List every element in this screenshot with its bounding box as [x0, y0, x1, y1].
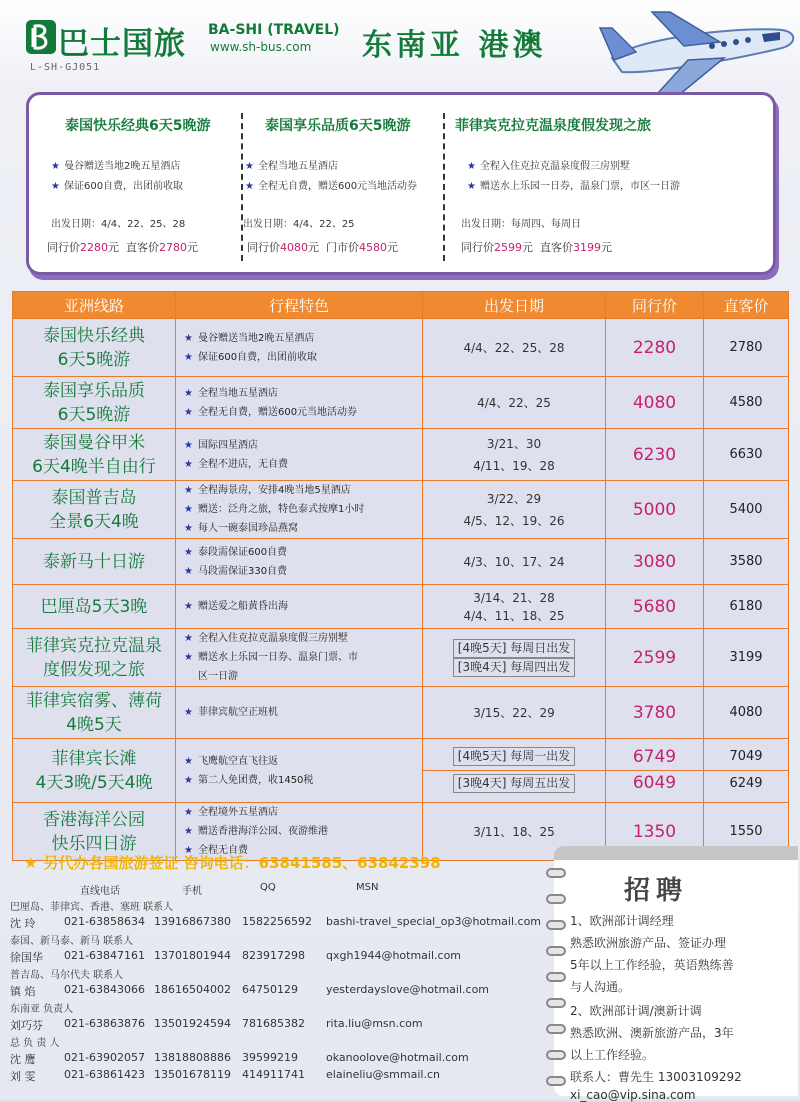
- route-line: 香港海洋公园: [43, 809, 145, 830]
- contact-qq[interactable]: 781685382: [242, 1017, 305, 1030]
- binder-ring: [546, 1024, 566, 1034]
- brand-name-en: BA-SHI (TRAVEL): [208, 22, 340, 38]
- feature-line: ★ 菲律宾航空正班机: [184, 707, 278, 718]
- agent-price: 1350: [632, 821, 677, 842]
- header-cell: 同行价: [606, 292, 704, 319]
- contact-name: 刘 雯: [10, 1070, 36, 1083]
- route-line: 泰国曼谷甲米: [43, 432, 145, 453]
- route-line: 6天5晚游: [57, 349, 131, 370]
- agent-price-cell: [606, 539, 704, 585]
- date-line: 4/5、12、19、26: [463, 513, 565, 528]
- direct-price: 6180: [729, 599, 763, 614]
- featured-tour-title: 菲律宾克拉克温泉度假发现之旅: [455, 118, 651, 134]
- agent-price-cell: [606, 429, 704, 481]
- direct-price: 3199: [729, 650, 763, 665]
- route-line: 菲律宾长滩: [51, 748, 137, 769]
- contact-msn[interactable]: rita.liu@msn.com: [326, 1017, 423, 1030]
- dates-cell: [423, 687, 606, 739]
- star-icon: ★: [184, 652, 193, 663]
- feature-line: ★ 全程海景房，安排4晚当地5星酒店: [184, 485, 351, 496]
- contact-name: 沈 鹰: [10, 1053, 36, 1066]
- contact-qq[interactable]: 414911741: [242, 1068, 305, 1081]
- featured-bullet: ★ 全程入住克拉克温泉度假三房别墅: [467, 161, 630, 172]
- star-icon: ★: [184, 523, 193, 534]
- contact-phone[interactable]: 021-63858634: [64, 915, 145, 928]
- binder-ring: [546, 920, 566, 930]
- route-cell: [13, 585, 176, 629]
- contact-mobile[interactable]: 13916867380: [154, 915, 231, 928]
- agent-price: 5680: [632, 596, 677, 617]
- feature-line: ★ 赠送水上乐园一日券、温泉门票、市: [184, 652, 358, 663]
- contact-name: 沈 玲: [10, 917, 36, 930]
- route-cell: [13, 629, 176, 687]
- recruit-line: 熟悉欧洲、澳新旅游产品，3年: [570, 1026, 734, 1040]
- star-icon: ★: [184, 458, 193, 470]
- route-line: 巴厘岛5天3晚: [40, 596, 148, 617]
- agent-price-cell: [606, 481, 704, 539]
- agent-price-cell: [606, 585, 704, 629]
- date-option: [3晚4天] 每周五出发: [453, 774, 575, 793]
- contact-mobile[interactable]: 18616504002: [154, 983, 231, 996]
- contact-mobile[interactable]: 13818808886: [154, 1051, 231, 1064]
- feature-line: ★ 保证600自费，出团前收取: [184, 351, 318, 363]
- route-cell: [13, 481, 176, 539]
- direct-price-cell: [704, 539, 789, 585]
- recruit-contact: 联系人：曹先生 13003109292: [570, 1070, 742, 1084]
- contact-header: QQ: [260, 882, 276, 893]
- features-cell: [176, 585, 423, 629]
- visa-text: 另代办各国旅游签证 咨询电话：63841585、63842398: [43, 854, 441, 872]
- header-cell: 行程特色: [176, 292, 423, 319]
- contact-msn[interactable]: okanoolove@hotmail.com: [326, 1051, 469, 1064]
- dates-cell: [423, 739, 606, 803]
- binder-ring: [546, 868, 566, 878]
- date-option: [4晚5天] 每周一出发: [453, 747, 575, 766]
- recruitment-notepad: [554, 846, 798, 1102]
- table-row[interactable]: [13, 319, 789, 377]
- route-cell: [13, 319, 176, 377]
- table-row[interactable]: [13, 429, 789, 481]
- date-option: [4晚5天] 每周日出发: [453, 639, 575, 658]
- table-row[interactable]: [13, 687, 789, 739]
- featured-price: 同行价4080元 门市价4580元: [247, 241, 398, 254]
- table-body: [13, 319, 789, 861]
- star-icon: ★: [184, 546, 193, 558]
- agent-price-cell: [606, 629, 704, 687]
- contact-header: 手机: [182, 886, 202, 897]
- route-line: 泰新马十日游: [43, 551, 145, 572]
- feature-line: ★ 全程不进店，无自费: [184, 458, 288, 470]
- featured-price: 同行价2280元 直客价2780元: [47, 241, 198, 254]
- route-line: 6天5晚游: [57, 404, 131, 425]
- star-icon: ★: [184, 826, 193, 837]
- contact-msn[interactable]: elaineliu@smmail.cn: [326, 1068, 440, 1081]
- contact-mobile[interactable]: 13501678119: [154, 1068, 231, 1081]
- route-line: 菲律宾宿雾、薄荷: [26, 690, 162, 711]
- agent-price-cell: [606, 739, 704, 803]
- direct-price: 4080: [729, 705, 763, 720]
- direct-price-cell: [704, 739, 789, 803]
- route-line: 全景6天4晚: [49, 511, 139, 532]
- contact-group-label: 普吉岛、马尔代夫 联系人: [10, 970, 124, 981]
- route-cell: [13, 377, 176, 429]
- direct-price: 1550: [729, 824, 763, 839]
- contact-group-label: 总 负 责 人: [10, 1038, 60, 1049]
- featured-tour[interactable]: [47, 95, 247, 272]
- visa-notice: [24, 852, 441, 873]
- contact-name: 刘巧芬: [10, 1019, 43, 1032]
- direct-price: 2780: [729, 340, 763, 355]
- features-cell: [176, 429, 423, 481]
- dates-cell: [423, 377, 606, 429]
- binder-ring: [546, 946, 566, 956]
- table-row[interactable]: [13, 739, 789, 803]
- star-icon: ★: [184, 565, 193, 577]
- route-cell: [13, 687, 176, 739]
- route-line: 菲律宾克拉克温泉: [26, 635, 162, 656]
- recruit-title: 招聘: [624, 876, 689, 906]
- featured-bullet: ★ 全程无自费，赠送600元当地活动券: [245, 181, 418, 192]
- feature-line: ★ 全程当地五星酒店: [184, 387, 278, 399]
- recruit-line: 2、欧洲部计调/澳新计调: [570, 1004, 702, 1018]
- contact-msn[interactable]: yesterdayslove@hotmail.com: [326, 983, 490, 996]
- agent-price-cell: [606, 687, 704, 739]
- star-icon: ★: [184, 406, 193, 418]
- table-row[interactable]: [13, 481, 789, 539]
- contact-qq[interactable]: 39599219: [242, 1051, 298, 1064]
- feature-line: ★ 第二人免团费，收1450税: [184, 774, 314, 786]
- featured-tour-title: 泰国快乐经典6天5晚游: [65, 118, 211, 134]
- catalog-code: L-SH-GJ051: [30, 62, 101, 73]
- features-cell: [176, 481, 423, 539]
- agent-price: 3780: [632, 702, 677, 723]
- contact-phone[interactable]: 021-63863876: [64, 1017, 145, 1030]
- route-line: 泰国快乐经典: [43, 325, 145, 346]
- recruit-line: 以上工作经验。: [570, 1048, 655, 1062]
- table-row[interactable]: [13, 377, 789, 429]
- binder-ring: [546, 1076, 566, 1086]
- brand-logo-icon: [26, 20, 56, 54]
- contact-name: 镇 焰: [10, 985, 36, 998]
- direct-price-cell: [704, 319, 789, 377]
- features-cell: [176, 629, 423, 687]
- contact-phone[interactable]: 021-63902057: [64, 1051, 145, 1064]
- date-option: [3晚4天] 每周四出发: [453, 658, 575, 677]
- star-icon: ★: [184, 755, 193, 767]
- route-line: 泰国普吉岛: [51, 487, 137, 508]
- recruit-line: 1、欧洲部计调经理: [570, 914, 674, 928]
- agent-price: 2280: [632, 337, 677, 358]
- direct-price-cell: [704, 629, 789, 687]
- contact-qq[interactable]: 1582256592: [242, 915, 312, 928]
- dates-cell: [423, 319, 606, 377]
- binder-ring: [546, 972, 566, 982]
- contact-mobile[interactable]: 13501924594: [154, 1017, 231, 1030]
- featured-bullet: ★ 赠送水上乐园一日券，温泉门票，市区一日游: [467, 181, 680, 192]
- binder-ring: [546, 1050, 566, 1060]
- feature-line: ★ 全程无自费: [184, 845, 248, 856]
- dates-cell: [423, 629, 606, 687]
- date-line: 4/4、22、25: [477, 395, 551, 410]
- route-line: 快乐四日游: [51, 833, 137, 854]
- star-icon: ★: [184, 633, 193, 644]
- header-cell: 出发日期: [423, 292, 606, 319]
- contact-phone[interactable]: 021-63847161: [64, 949, 145, 962]
- route-cell: [13, 539, 176, 585]
- agent-price: 3080: [632, 551, 677, 572]
- contact-mobile[interactable]: 13701801944: [154, 949, 231, 962]
- header-cell: 直客价: [704, 292, 789, 319]
- feature-line: ★ 赠送爱之船黄昏出海: [184, 601, 288, 612]
- date-line: 3/22、29: [486, 491, 542, 506]
- binder-ring: [546, 894, 566, 904]
- brand-url[interactable]: www.sh-bus.com: [210, 40, 312, 54]
- dates-cell: [423, 429, 606, 481]
- agent-price-cell: [606, 377, 704, 429]
- star-icon: ★: [184, 845, 193, 856]
- contact-phone[interactable]: 021-63861423: [64, 1068, 145, 1081]
- direct-price: 7049: [729, 749, 763, 764]
- route-table: [12, 291, 789, 861]
- route-line: 4晚5天: [66, 714, 122, 735]
- route-line: 泰国享乐品质: [43, 380, 145, 401]
- agent-price: 6049: [606, 770, 703, 796]
- direct-price: 3580: [729, 554, 763, 569]
- dates-cell: [423, 539, 606, 585]
- star-icon: ★: [184, 387, 193, 399]
- agent-price: 2599: [632, 647, 677, 668]
- features-cell: [176, 687, 423, 739]
- route-line: 6天4晚半自由行: [32, 456, 156, 477]
- direct-price: 6249: [704, 770, 788, 796]
- brand-name-cn: 巴士国旅: [58, 26, 186, 62]
- featured-tour-title: 泰国享乐品质6天5晚游: [265, 118, 411, 134]
- star-icon: ★: [184, 807, 193, 818]
- route-line: 4天3晚/5天4晚: [35, 772, 153, 793]
- features-cell: [176, 739, 423, 803]
- direct-price-cell: [704, 585, 789, 629]
- recruit-email[interactable]: xi_cao@vip.sina.com: [570, 1088, 696, 1102]
- recruit-line: 与人沟通。: [570, 980, 631, 994]
- table-header: [13, 292, 789, 319]
- direct-price-cell: [704, 429, 789, 481]
- date-line: 4/4、11、18、25: [463, 608, 565, 623]
- featured-bullet: ★ 全程当地五星酒店: [245, 161, 338, 172]
- agent-price: 6749: [632, 746, 677, 767]
- contact-header: MSN: [356, 882, 379, 893]
- direct-price: 5400: [729, 502, 763, 517]
- contact-group-label: 巴厘岛、菲律宾、香港、塞班 联系人: [10, 902, 174, 913]
- contact-msn[interactable]: bashi-travel_special_op3@hotmail.com: [326, 915, 542, 928]
- star-icon: ★: [184, 774, 193, 786]
- featured-price: 同行价2599元 直客价3199元: [461, 241, 612, 254]
- features-cell: [176, 539, 423, 585]
- features-cell: [176, 319, 423, 377]
- direct-price-cell: [704, 687, 789, 739]
- contact-msn[interactable]: qxgh1944@hotmail.com: [326, 949, 462, 962]
- star-icon: ★: [184, 439, 193, 451]
- date-line: 3/11、18、25: [473, 824, 555, 839]
- featured-tours-card: [26, 92, 776, 275]
- date-line: 4/11、19、28: [473, 458, 555, 473]
- featured-dates: 出发日期：4/4、22、25、28: [51, 219, 186, 230]
- contact-header: 直线电话: [80, 886, 120, 897]
- direct-price-cell: [704, 377, 789, 429]
- featured-tour[interactable]: [243, 95, 453, 272]
- feature-line: ★ 飞鹰航空直飞往返: [184, 755, 278, 767]
- star-icon: ★: [184, 485, 193, 496]
- contact-phone[interactable]: 021-63843066: [64, 983, 145, 996]
- dates-cell: [423, 481, 606, 539]
- star-icon: ★: [24, 854, 38, 872]
- table-row[interactable]: [13, 585, 789, 629]
- region-title: 东南亚 港澳: [362, 28, 547, 63]
- date-line: 4/4、22、25、28: [463, 340, 565, 355]
- agent-price: 4080: [632, 392, 677, 413]
- direct-price-cell: [704, 481, 789, 539]
- featured-dates: 出发日期：每周四、每周日: [461, 219, 581, 230]
- direct-price: 4580: [729, 395, 763, 410]
- feature-line: ★ 泰段需保证600自费: [184, 546, 288, 558]
- date-line: 3/15、22、29: [473, 705, 555, 720]
- feature-line: ★ 赠送：泛舟之旅，特色泰式按摩1小时: [184, 504, 365, 515]
- route-cell: [13, 739, 176, 803]
- dates-cell: [423, 585, 606, 629]
- agent-price-cell: [606, 319, 704, 377]
- agent-price: 6230: [632, 444, 677, 465]
- direct-price: 6630: [729, 447, 763, 462]
- contact-group-label: 东南亚 负责人: [10, 1004, 74, 1015]
- featured-dates: 出发日期：4/4、22、25: [243, 219, 355, 230]
- contact-group-label: 泰国、新马泰、新马 联系人: [10, 936, 134, 947]
- recruit-line: 熟悉欧洲旅游产品、签证办理: [570, 936, 727, 950]
- feature-line: ★ 全程入住克拉克温泉度假三房别墅: [184, 633, 348, 644]
- feature-line: ★ 每人一碗泰国珍品燕窝: [184, 523, 298, 534]
- route-line: 度假发现之旅: [43, 659, 145, 680]
- feature-line: ★ 曼谷赠送当地2晚五星酒店: [184, 332, 315, 344]
- table-row[interactable]: [13, 629, 789, 687]
- star-icon: ★: [184, 601, 193, 612]
- table-row[interactable]: [13, 539, 789, 585]
- binder-ring: [546, 998, 566, 1008]
- features-cell: [176, 377, 423, 429]
- featured-bullet: ★ 保证600自费，出团前收取: [51, 181, 184, 192]
- recruit-line: 5年以上工作经验，英语熟练善: [570, 958, 734, 972]
- feature-line: ★ 国际四星酒店: [184, 439, 258, 451]
- featured-bullet: ★ 曼谷赠送当地2晚五星酒店: [51, 161, 181, 172]
- date-line: 4/3、10、17、24: [463, 554, 565, 569]
- star-icon: ★: [184, 351, 193, 363]
- agent-price: 5000: [632, 499, 677, 520]
- header-cell: 亚洲线路: [13, 292, 176, 319]
- date-line: 3/21、30: [486, 436, 542, 451]
- feature-line: ★ 赠送香港海洋公园、夜游维港: [184, 826, 328, 837]
- contact-name: 徐国华: [10, 951, 43, 964]
- star-icon: ★: [184, 504, 193, 515]
- star-icon: ★: [184, 332, 193, 344]
- feature-line: 区一日游: [197, 671, 238, 682]
- feature-line: ★ 全程境外五星酒店: [184, 807, 278, 818]
- date-line: 3/14、21、28: [473, 590, 555, 605]
- contact-qq[interactable]: 823917298: [242, 949, 305, 962]
- feature-line: ★ 马段需保证330自费: [184, 565, 288, 577]
- star-icon: ★: [184, 707, 193, 718]
- featured-tour[interactable]: [445, 95, 765, 272]
- feature-line: ★ 全程无自费，赠送600元当地活动券: [184, 406, 358, 418]
- route-cell: [13, 429, 176, 481]
- contact-qq[interactable]: 64750129: [242, 983, 298, 996]
